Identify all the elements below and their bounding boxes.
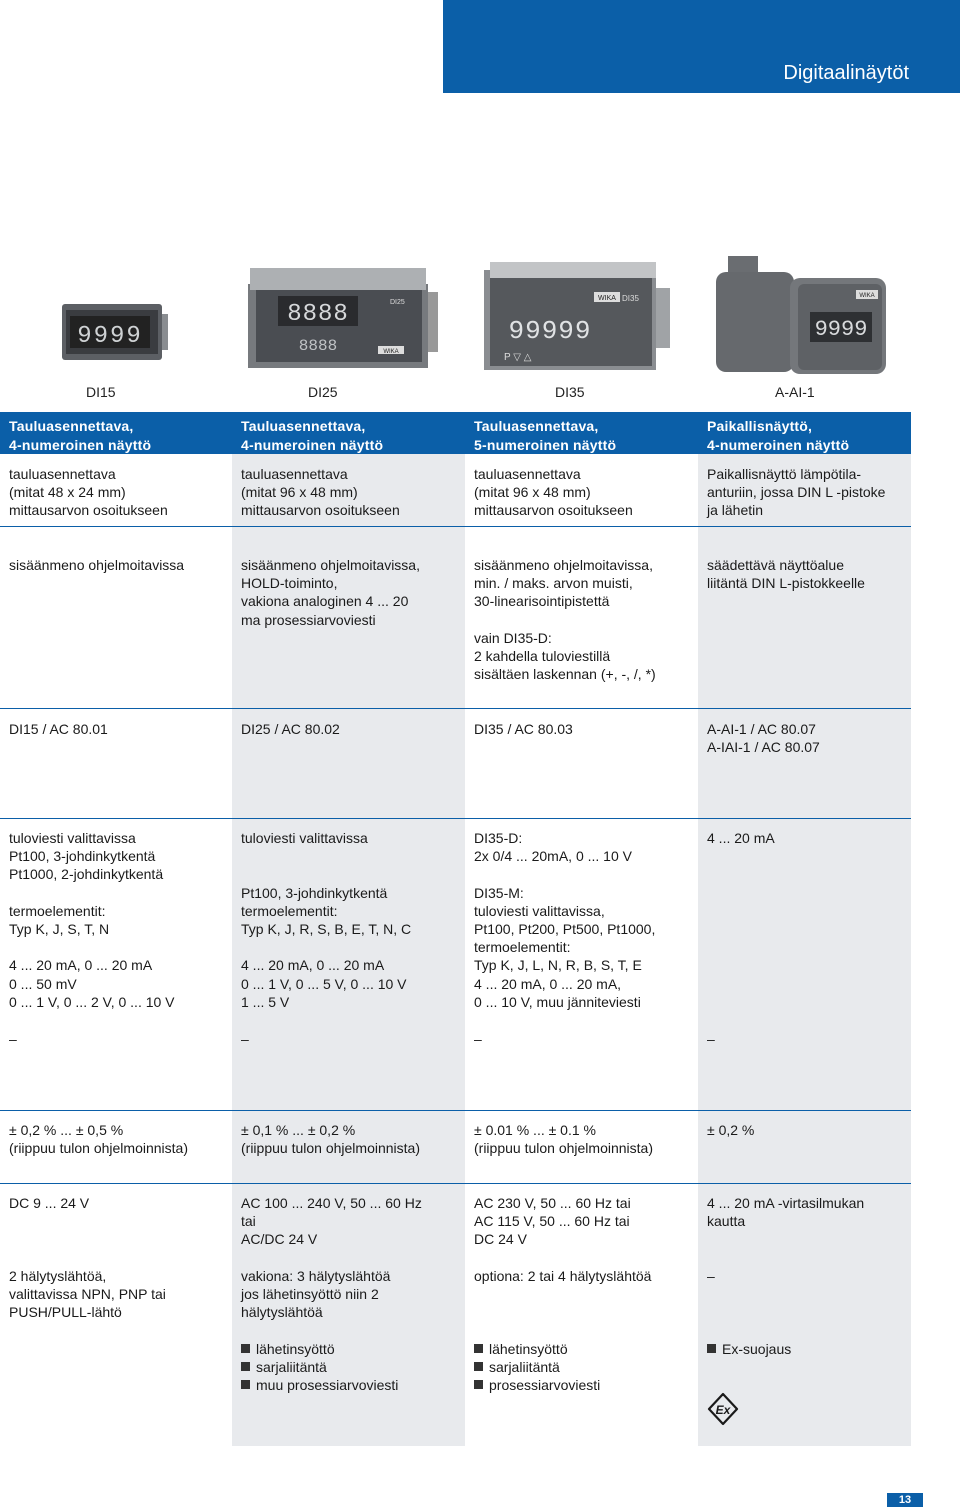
table-header-row [0,412,911,454]
options-di25 [232,1340,398,1395]
power-di15: DC 9 ... 24 V [9,1195,90,1211]
row-divider [0,1183,911,1184]
list-item: prosessiarvoviesti [474,1376,600,1394]
features-di35: sisäänmeno ohjelmoitavissa, min. / maks. arvon muisti, 30-linearisointipistettä vain DI35-D: 2 kahdella tuloviestillä sisältäen laskennan (+, -, /, *) [474,557,656,683]
svg-text:Ex: Ex [715,1403,731,1417]
row-divider [0,818,911,819]
a-ai-1-device-photo [714,256,890,378]
page-title: Digitaalinäytöt [783,62,909,84]
ex-hazard-icon [707,1392,739,1426]
dash-a-ai-1: – [707,1031,715,1047]
options-di35 [465,1340,600,1395]
dash-di25: – [241,1031,249,1047]
di35-model: DI35 [622,294,639,303]
description-di25: tauluasennettava (mitat 96 x 48 mm) mittausarvon osoitukseen [241,466,400,519]
list-item: lähetinsyöttö [474,1340,600,1358]
description-di35: tauluasennettava (mitat 96 x 48 mm) mittausarvon osoitukseen [474,466,633,519]
bullet-square-icon [474,1362,483,1371]
list-item: sarjaliitäntä [474,1358,600,1376]
a-ai-1-brand: WIKA [859,293,875,299]
accuracy-di15: ± 0,2 % ... ± 0,5 % (riippuu tulon ohjelmoinnista) [9,1122,188,1157]
bullet-square-icon [241,1380,250,1389]
column-shading-a-ai-1 [698,454,911,1446]
header-cell-di15: Tauluasennettava, 4-numeroinen näyttö [9,418,152,453]
inputs-a-ai-1: 4 ... 20 mA [707,830,775,846]
alarms-di15: 2 hälytyslähtöä, valittavissa NPN, PNP tai PUSH/PULL-lähtö [9,1268,166,1321]
di15-display: 9999 [77,323,143,350]
svg-text:P ▽ △: P ▽ △ [504,352,532,363]
di35-display: 99999 [508,316,592,346]
device-name-di15: DI15 [86,384,116,400]
di25-model: DI25 [390,299,405,306]
row-divider [0,1110,911,1111]
datasheet-di15: DI15 / AC 80.01 [9,721,108,737]
device-name-a-ai-1: A-AI-1 [775,384,815,400]
list-item: lähetinsyöttö [241,1340,398,1358]
a-ai-1-display: 9999 [814,317,868,342]
header-banner [443,0,960,93]
accuracy-a-ai-1: ± 0,2 % [707,1122,755,1138]
alarms-di35: optiona: 2 tai 4 hälytyslähtöä [474,1268,652,1284]
di25-device-photo [248,268,438,368]
description-di15: tauluasennettava (mitat 48 x 24 mm) mittausarvon osoitukseen [9,466,168,519]
inputs-di25: tuloviesti valittavissa Pt100, 3-johdinkytkentä termoelementit: Typ K, J, R, S, B, E, T, N, C 4 ... 20 mA, 0 ... 20 mA 0 ... 1 V, 0 ... 5 V, 0 ... 10 V 1 ... 5 V [241,830,412,1010]
di35-device-photo [484,262,674,370]
inputs-di15: tuloviesti valittavissa Pt100, 3-johdinkytkentä Pt1000, 2-johdinkytkentä termoelementit: Typ K, J, S, T, N 4 ... 20 mA, 0 ... 20 mA 0 ... 50 mV 0 ... 1 V, 0 ... 2 V, 0 ... 10 V [9,830,175,1010]
datasheet-a-ai-1: A-AI-1 / AC 80.07 A-IAI-1 / AC 80.07 [707,721,820,756]
device-name-di25: DI25 [308,384,338,400]
alarms-di25: vakiona: 3 hälytyslähtöä jos lähetinsyöttö niin 2 hälytyslähtöä [241,1268,391,1321]
accuracy-di35: ± 0.01 % ... ± 0.1 % (riippuu tulon ohjelmoinnista) [474,1122,653,1157]
bullet-square-icon [241,1362,250,1371]
di25-display: 8888 [287,301,349,328]
features-a-ai-1: säädettävä näyttöalue liitäntä DIN L-pistokkeelle [707,557,865,592]
power-a-ai-1: 4 ... 20 mA -virtasilmukan kautta [707,1195,865,1230]
dash-di35: – [474,1031,482,1047]
di35-brand: WIKA [598,295,616,302]
dash-di15: – [9,1031,17,1047]
inputs-di35: DI35-D: 2x 0/4 ... 20mA, 0 ... 10 V DI35-M: tuloviesti valittavissa, Pt100, Pt200, Pt500, Pt1000, termoelementit: Typ K, J, L, N, R, B, S, T, E 4 ... 20 mA, 0 ... 20 mA, 0 ... 10 V, muu jänniteviesti [474,830,656,1010]
header-cell-di35: Tauluasennettava, 5-numeroinen näyttö [474,418,617,453]
features-di25: sisäänmeno ohjelmoitavissa, HOLD-toiminto, vakiona analoginen 4 ... 20 ma prosessiarvoviesti [241,557,420,628]
description-a-ai-1: Paikallisnäyttö lämpötila- anturiin, jossa DIN L -pistoke ja lähetin [707,466,886,519]
datasheet-di35: DI35 / AC 80.03 [474,721,573,737]
accuracy-di25: ± 0,1 % ... ± 0,2 % (riippuu tulon ohjelmoinnista) [241,1122,420,1157]
options-a-ai-1 [698,1340,791,1358]
power-di25: AC 100 ... 240 V, 50 ... 60 Hz tai AC/DC 24 V [241,1195,422,1248]
datasheet-di25: DI25 / AC 80.02 [241,721,340,737]
list-item: muu prosessiarvoviesti [241,1376,398,1394]
page-number: 13 [887,1493,923,1507]
header-cell-di25: Tauluasennettava, 4-numeroinen näyttö [241,418,384,453]
row-divider [0,708,911,709]
header-cell-a-ai-1: Paikallisnäyttö, 4-numeroinen näyttö [707,418,850,453]
power-di35: AC 230 V, 50 ... 60 Hz tai AC 115 V, 50 ... 60 Hz tai DC 24 V [474,1195,631,1248]
di25-brand: WIKA [383,349,399,355]
svg-text:8888: 8888 [298,337,338,355]
features-di15: sisäänmeno ohjelmoitavissa [9,557,185,573]
device-name-di35: DI35 [555,384,585,400]
row-divider [0,526,911,527]
bullet-square-icon [241,1344,250,1353]
list-item: sarjaliitäntä [241,1358,398,1376]
bullet-square-icon [474,1380,483,1389]
list-item: Ex-suojaus [707,1340,791,1358]
bullet-square-icon [474,1344,483,1353]
alarms-a-ai-1: – [707,1268,715,1284]
bullet-square-icon [707,1344,716,1353]
di15-device-photo [62,304,168,364]
